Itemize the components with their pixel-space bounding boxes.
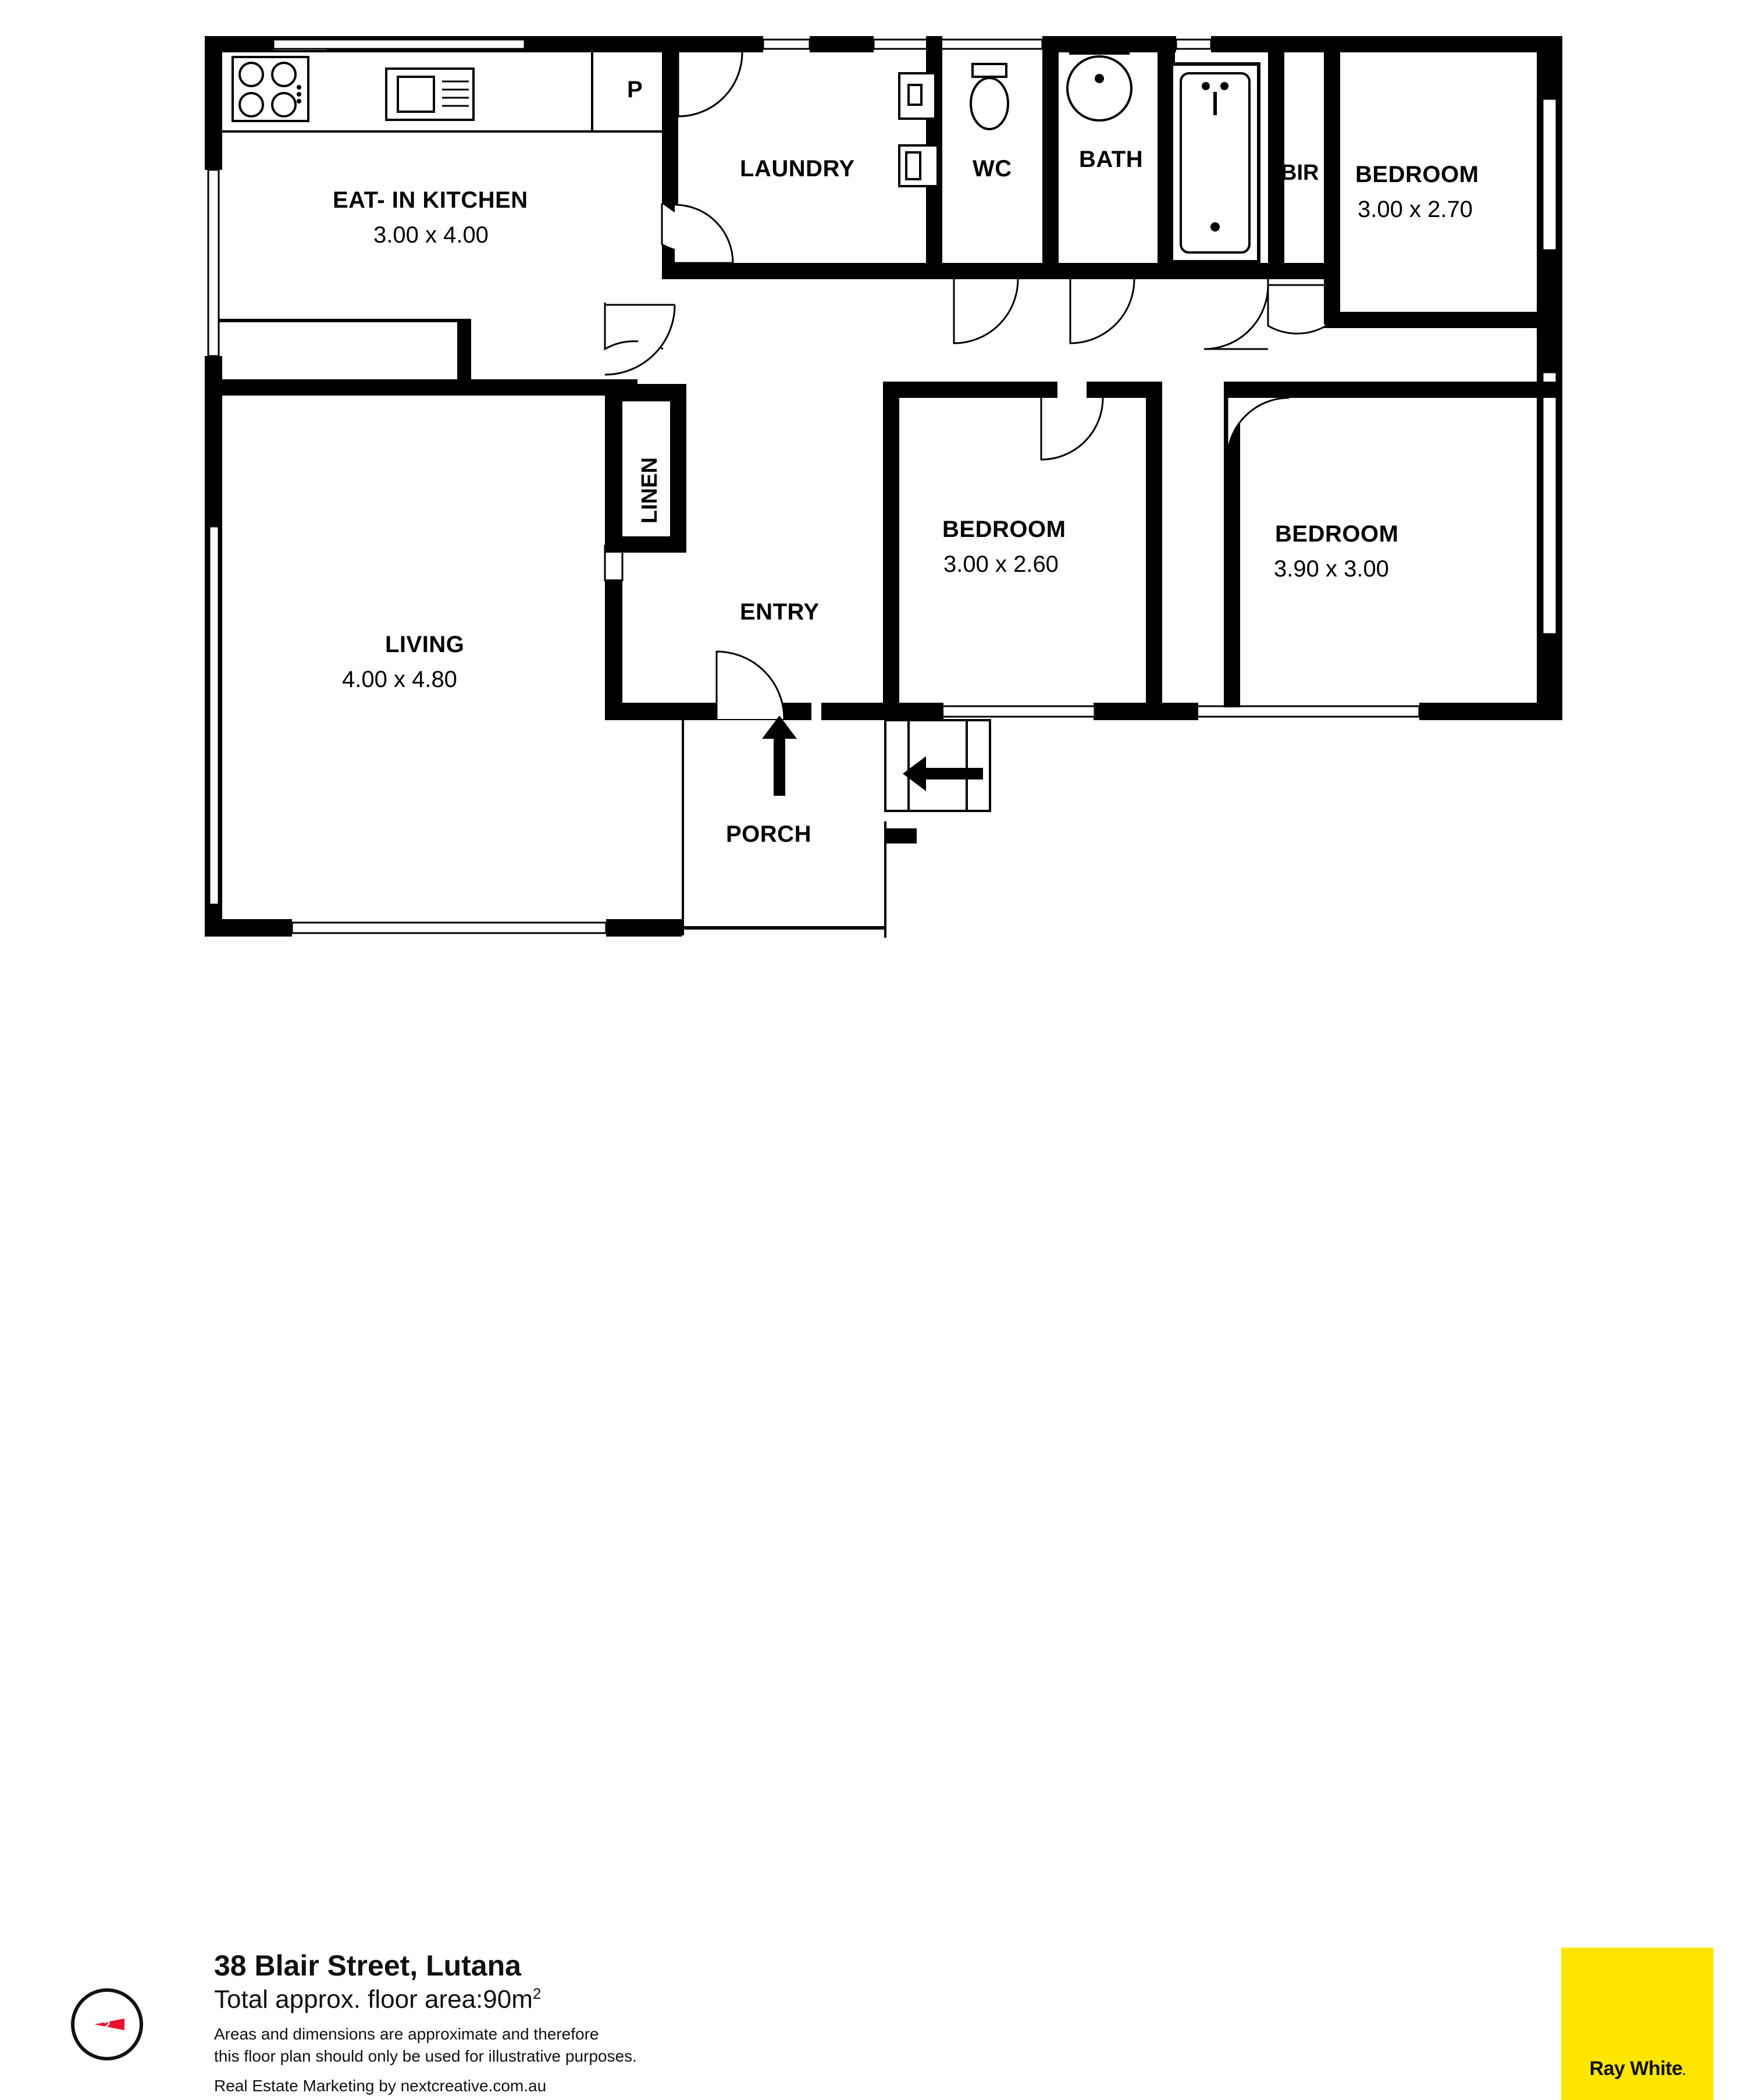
room-label-bir: BIR <box>1281 161 1319 185</box>
room-dim-bedroom-3: 3.90 x 3.00 <box>1274 556 1389 582</box>
room-label-wc: WC <box>973 156 1012 181</box>
floor-area-text: Total approx. floor area:90m <box>214 1985 533 2014</box>
room-dim-bedroom-1: 3.00 x 2.70 <box>1358 197 1473 222</box>
floor-area <box>214 1985 541 2014</box>
room-dim-bedroom-2: 3.00 x 2.60 <box>943 551 1059 577</box>
footer <box>0 966 1745 2095</box>
floor-area-unit: 2 <box>532 1985 542 2002</box>
room-label-bedroom-2: BEDROOM <box>942 517 1066 542</box>
room-label-bath: BATH <box>1079 147 1144 172</box>
disclaimer-line-1: Areas and dimensions are approximate and therefore <box>214 2025 599 2043</box>
room-label-linen: LINEN <box>638 457 662 524</box>
room-label-living: LIVING <box>385 632 465 657</box>
credit-line: Real Estate Marketing by nextcreative.com.au <box>214 2077 547 2095</box>
room-dim-living: 4.00 x 4.80 <box>342 667 457 692</box>
brand-name: Ray White <box>1589 2058 1683 2080</box>
room-label-kitchen: EAT- IN KITCHEN <box>333 187 528 213</box>
room-label-laundry: LAUNDRY <box>740 156 855 181</box>
disclaimer-line-2: this floor plan should only be used for illustrative purposes. <box>214 2046 637 2065</box>
room-dim-kitchen: 3.00 x 4.00 <box>373 222 489 248</box>
brand-logo <box>1561 1948 1714 2100</box>
brand-dot: . <box>1682 2065 1686 2078</box>
disclaimer <box>214 2023 637 2067</box>
svg-text:2: 2 <box>104 2019 111 2032</box>
room-label-entry: ENTRY <box>740 599 820 625</box>
page-title: 38 Blair Street, Lutana <box>214 1949 521 1982</box>
compass-icon <box>71 1988 143 2060</box>
room-label-bedroom-3: BEDROOM <box>1275 521 1399 547</box>
room-label-bedroom-1: BEDROOM <box>1355 162 1479 187</box>
room-label-porch: PORCH <box>726 821 811 847</box>
brand-logo-text <box>1561 2058 1714 2080</box>
room-label-pantry: P <box>627 77 643 102</box>
